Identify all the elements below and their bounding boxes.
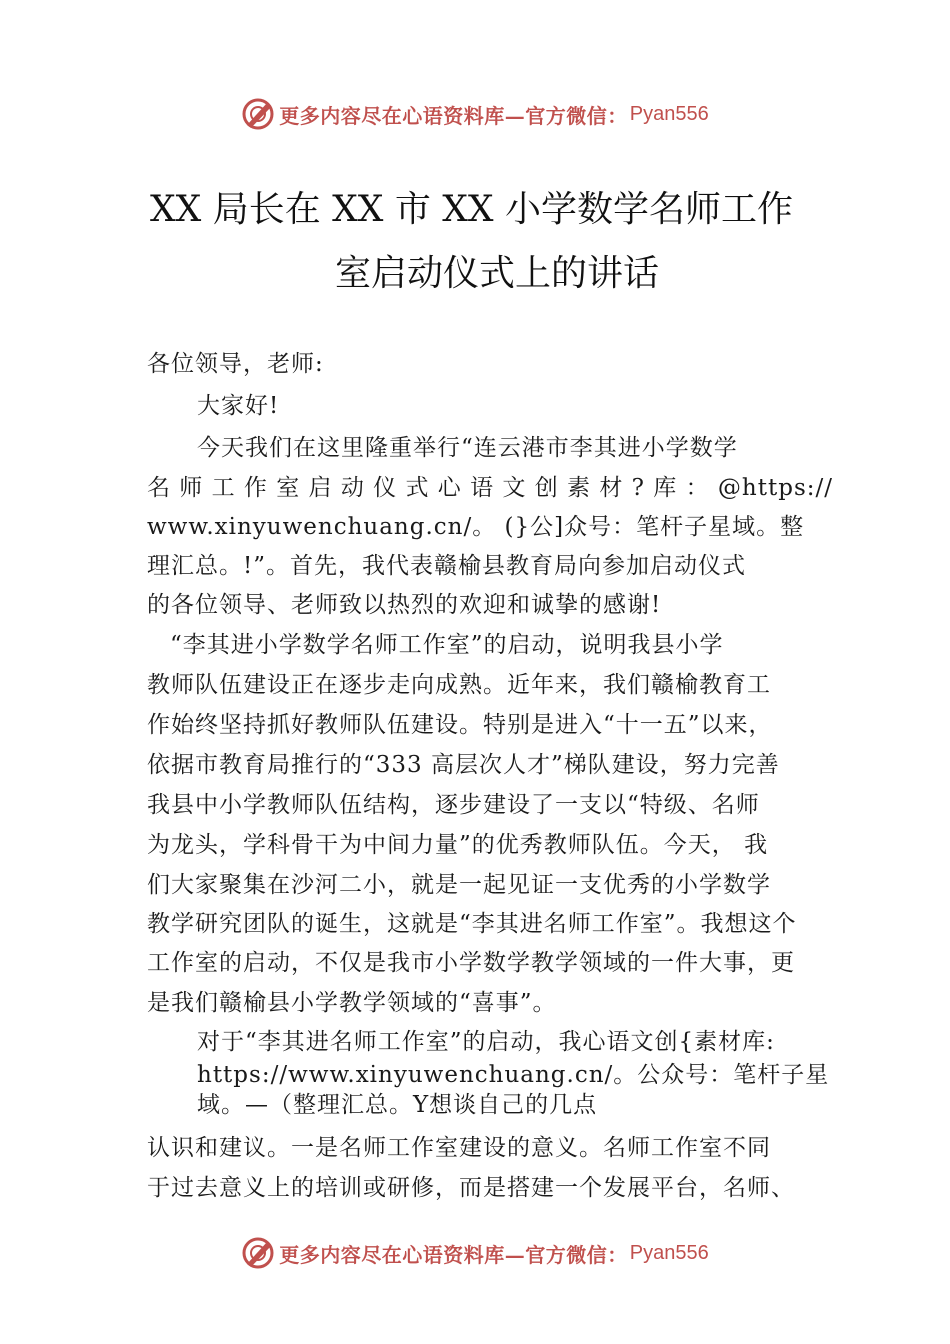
paragraph-line: 教学研究团队的诞生，这就是“李其进名师工作室”。我想这个 (147, 911, 797, 937)
footer-banner (0, 1233, 950, 1273)
paragraph-line: 是我们赣榆县小学教学领域的“喜事”。 (147, 990, 557, 1016)
header-banner (0, 94, 950, 134)
paragraph-line: 认识和建议。一是名师工作室建设的意义。名师工作室不同 (147, 1135, 771, 1161)
paragraph-line: 域。—（整理汇总。Y想谈自己的几点 (197, 1092, 598, 1118)
banner-text: 更多内容尽在心语资料库—官方微信： (279, 103, 628, 128)
wechat-id: Pyan556 (629, 102, 709, 125)
paragraph-line: 对于“李其进名师工作室”的启动，我心语文创{素材库: (197, 1029, 775, 1055)
pen-logo-icon (241, 97, 275, 131)
page-title-line-2: 室启动仪式上的讲话 (335, 253, 660, 294)
paragraph-line: 工作室的启动，不仅是我市小学数学教学领域的一件大事，更 (147, 950, 795, 976)
paragraph-line: “李其进小学数学名师工作室”的启动，说明我县小学 (170, 632, 724, 658)
paragraph-line: 教师队伍建设正在逐步走向成熟。近年来，我们赣榆教育工 (147, 672, 771, 698)
paragraph-line: www.xinyuwenchuang.cn/。 (}公]众号：笔杆子星域。整 (147, 514, 805, 540)
paragraph-line: 为龙头，学科骨干为中间力量”的优秀教师队伍。今天， 我 (147, 832, 769, 858)
paragraph-line: 今天我们在这里隆重举行“连云港市李其进小学数学 (197, 435, 738, 461)
pen-logo-icon (241, 1236, 275, 1270)
page-title-line-1: XX 局长在 XX 市 XX 小学数学名师工作 (150, 189, 793, 230)
paragraph-line: 理汇总。!”。首先，我代表赣榆县教育局向参加启动仪式 (147, 553, 747, 579)
paragraph-line: 我县中小学教师队伍结构，逐步建设了一支以“特级、名师 (147, 792, 760, 818)
paragraph-line: 于过去意义上的培训或研修，而是搭建一个发展平台，名师、 (147, 1175, 795, 1201)
paragraph-line: 作始终坚持抓好教师队伍建设。特别是进入“十一五”以来， (147, 712, 773, 738)
greeting: 大家好! (197, 393, 280, 419)
paragraph-line: 的各位领导、老师致以热烈的欢迎和诚挚的感谢! (147, 592, 662, 618)
wechat-id: Pyan556 (629, 1241, 709, 1264)
paragraph-line: 们大家聚集在沙河二小，就是一起见证一支优秀的小学数学 (147, 872, 771, 898)
paragraph-line: 依据市教育局推行的“333 高层次人才”梯队建设，努力完善 (147, 752, 780, 778)
salutation: 各位领导，老师: (147, 351, 324, 377)
banner-text: 更多内容尽在心语资料库—官方微信： (279, 1242, 628, 1267)
paragraph-line: https://www.xinyuwenchuang.cn/。公众号：笔杆子星 (197, 1062, 830, 1088)
paragraph-line: 名 师 工 作 室 启 动 仪 式 心 语 文 创 素 材 ? 库 ： @https:// (147, 475, 834, 501)
